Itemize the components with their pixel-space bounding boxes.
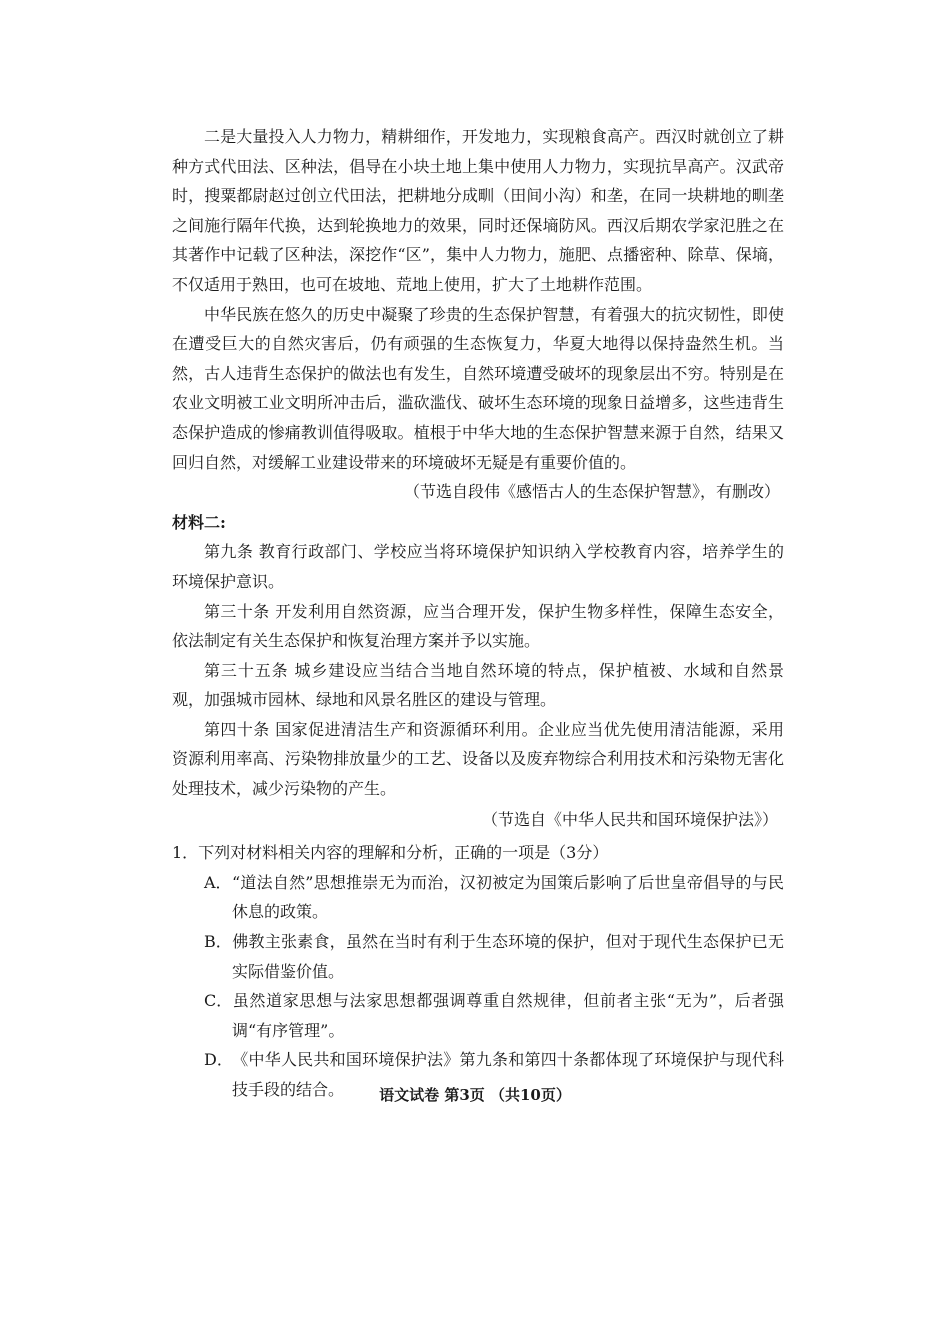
question-1-options [172,868,784,1105]
exam-page-content [172,122,784,1105]
option-a [172,868,784,927]
option-d-letter: D． [204,1050,233,1070]
law-article-9: 第九条 教育行政部门、学校应当将环境保护知识纳入学校教育内容，培养学生的环境保护意识。 [172,542,784,591]
option-b-text: 佛教主张素食，虽然在当时有利于生态环境的保护，但对于现代生态保护已无实际借鉴价值。 [232,932,784,981]
option-d-text: 《中华人民共和国环境保护法》第九条和第四十条都体现了环境保护与现代科技手段的结合。 [232,1050,784,1099]
material2-source: （节选自《中华人民共和国环境保护法》） [481,809,778,829]
material1-source: （节选自段伟《感悟古人的生态保护智慧》，有删改） [403,482,780,502]
option-a-text: “道法自然”思想推崇无为而治，汉初被定为国策后影响了后世皇帝倡导的与民休息的政策。 [232,872,784,922]
option-b-letter: B． [204,932,232,952]
option-b [172,927,784,986]
material1-paragraph-2: 中华民族在悠久的历史中凝聚了珍贵的生态保护智慧，有着强大的抗灾韧性，即使在遭受巨大的自然灾害后，仍有顽强的生态恢复力，华夏大地得以保持盎然生机。当然，古人违背生态保护的做法也有发生，自然环境遭受破坏的现象层出不穷。特别是在农业文明被工业文明所冲击后，滥砍滥伐、破坏生态环境的现象日益增多，这些违背生态保护造成的惨痛教训值得吸取。植根于中华大地的生态保护智慧来源于自然，结果又回归自然，对缓解工业建设带来的环境破坏无疑是有重要价值的。 [172,304,784,472]
question-1-stem: 1．下列对材料相关内容的理解和分析，正确的一项是（3分） [172,843,609,863]
option-c-text: 虽然道家思想与法家思想都强调尊重自然规律，但前者主张“无为”，后者强调“有序管理”。 [232,991,784,1040]
option-a-letter: A． [204,872,232,892]
law-article-30: 第三十条 开发利用自然资源，应当合理开发，保护生物多样性，保障生态安全，依法制定有关生态保护和恢复治理方案并予以实施。 [172,601,784,651]
law-article-35: 第三十五条 城乡建设应当结合当地自然环境的特点，保护植被、水域和自然景观，加强城市园林、绿地和风景名胜区的建设与管理。 [172,660,784,710]
question-1 [172,838,784,1104]
law-article-40: 第四十条 国家促进清洁生产和资源循环利用。企业应当优先使用清洁能源，采用资源利用率高、污染物排放量少的工艺、设备以及废弃物综合利用技术和污染物无害化处理技术，减少污染物的产生。 [172,719,784,799]
option-c-letter: C． [204,991,233,1011]
page-footer: 语文试卷 第3页 （共10页） [379,1086,571,1104]
material2-heading: 材料二: [172,512,226,532]
material1-paragraph-1: 二是大量投入人力物力，精耕细作，开发地力，实现粮食高产。西汉时就创立了耕种方式代田法、区种法，倡导在小块土地上集中使用人力物力，实现抗旱高产。汉武帝时，搜粟都尉赵过创立代田法，把耕地分成甽（田间小沟）和垄，在同一块耕地的甽垄之间施行隔年代换，达到轮换地力的效果，同时还保墒防风。西汉后期农学家氾胜之在其著作中记载了区种法，深挖作“区”，集中人力物力，施肥、点播密种、除草、保墒，不仅适用于熟田，也可在坡地、荒地上使用，扩大了土地耕作范围。 [172,127,784,294]
option-c [172,986,784,1045]
